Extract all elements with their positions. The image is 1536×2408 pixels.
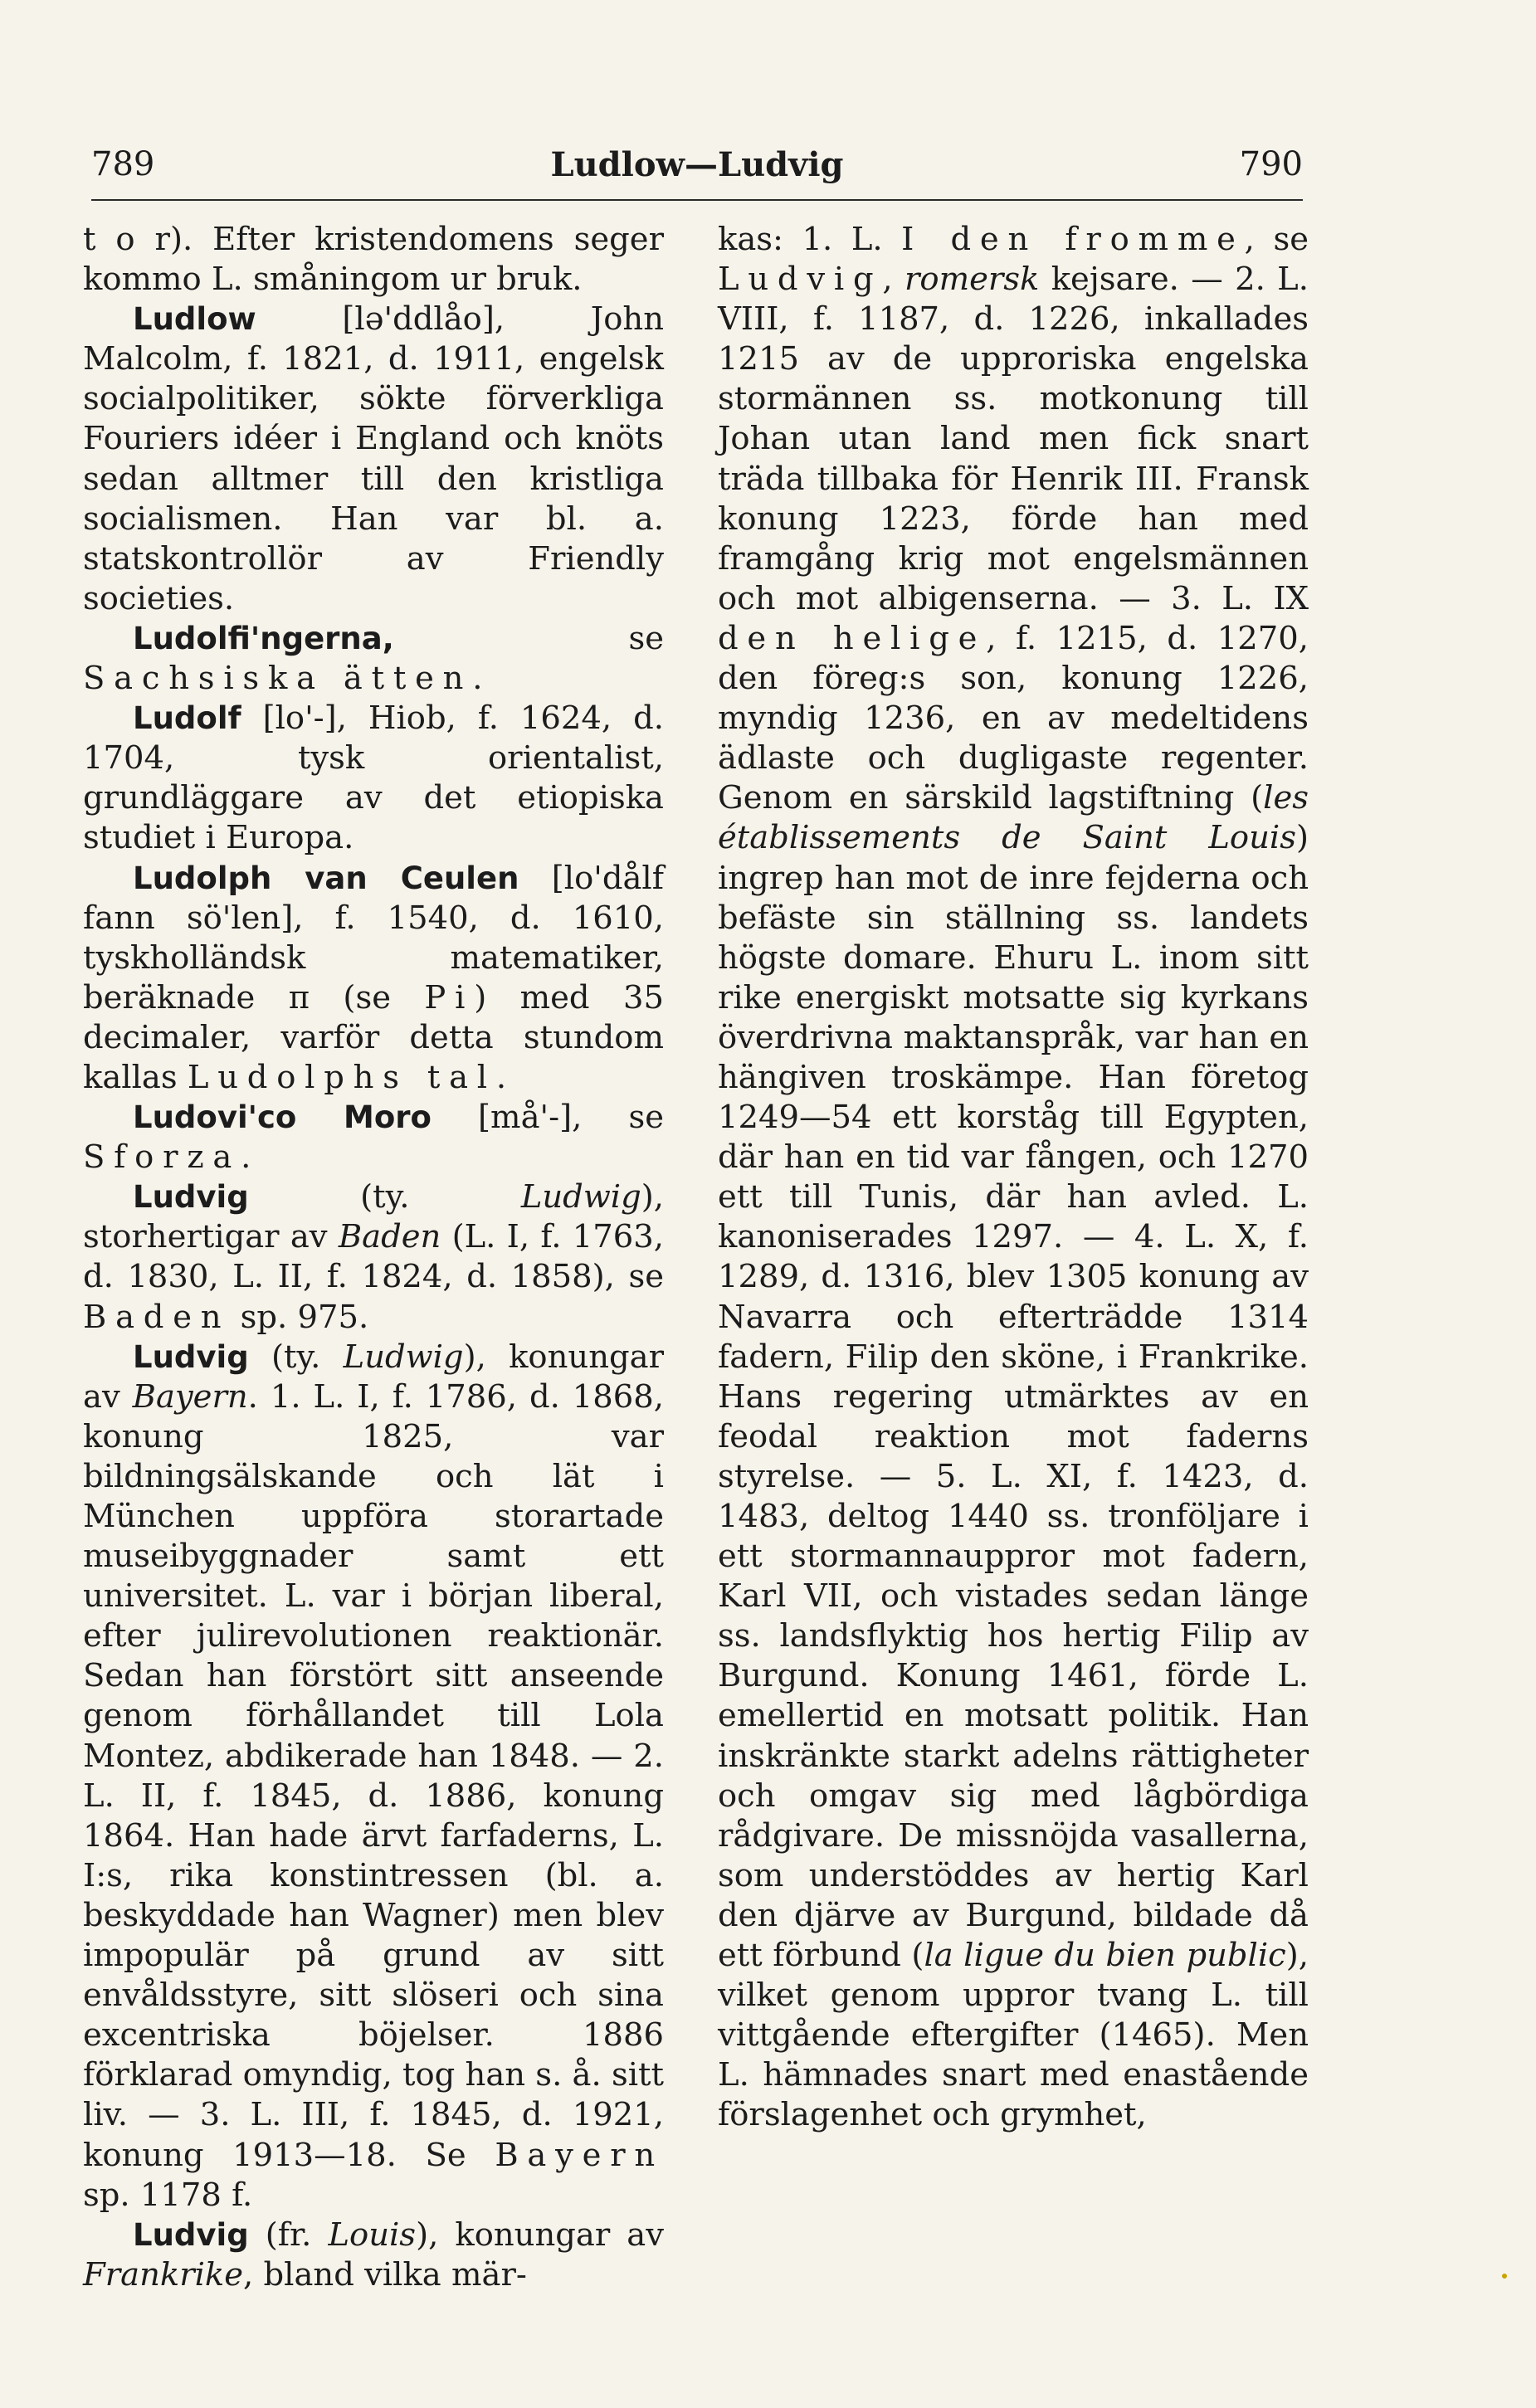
page-number-right: 790 (1239, 145, 1303, 183)
margin-mark (1502, 2274, 1507, 2279)
cross-reference: Bayern (495, 2136, 664, 2174)
header-rule (91, 199, 1303, 201)
headword: Ludlow (133, 301, 256, 338)
entry-ludvig-bayern: Ludvig (ty. Ludwig), konungar av Bayern. 1. L. I, f. 1786, d. 1868, konung 1825, var bildningsälskande och lät i München uppföra storartade museibyggnader samt ett universitet. L. var i början liberal, efter julirevolutionen reaktionär. Sedan han förstört sitt anseende genom förhållandet till Lola Montez, abdikerade han 1848. — 2. L. II, f. 1845, d. 1886, konung 1864. Han hade ärvt farfaderns, L. I:s, rika konstintressen (bl. a. beskyddade han Wagner) men blev impopulär på grund av sitt envåldsstyre, sitt slöseri och sina excentriska böjelser. 1886 förklarad omyndig, tog han s. å. sitt liv. — 3. L. III, f. 1845, d. 1921, konung 1913—18. Se Bayern sp. 1178 f. (83, 1338, 664, 2214)
cross-reference: Ludolphs tal. (187, 1058, 515, 1096)
headword: Ludolfi'ngerna, (133, 620, 394, 656)
entry-ludovico-moro: Ludovi'co Moro [må'-], se Sforza. (83, 1099, 665, 1177)
entry-continuation: t o r). Efter kristendomens seger kommo L. småningom ur bruk. (83, 221, 664, 299)
cross-reference: Baden (83, 1298, 231, 1336)
entry-ludlow: Ludlow [lə'ddlåo], John Malcolm, f. 1821, d. 1911, engelsk socialpolitiker, sökte förverkliga Fouriers idéer i England och knöts sedan alltmer till den kristliga socialismen. Han var bl. a. statskontrollör av Friendly societies. (83, 300, 664, 617)
cross-reference: Ludvig (718, 261, 883, 299)
headword: Ludvig (133, 1179, 249, 1216)
headword: Ludolph van Ceulen (133, 860, 519, 896)
entry-ludolph-van-ceulen: Ludolph van Ceulen [lo'dålf fann sö'len], f. 1540, d. 1610, tyskholländsk matematiker, beräknade π (se Pi) med 35 decimaler, varför detta stundom kallas Ludolphs tal. (83, 859, 664, 1096)
entry-ludvig-frankrike-continued: kas: 1. L. I den fromme, se Ludvig, romersk kejsare. — 2. L. VIII, f. 1187, d. 1226, inkallades 1215 av de upproriska engelska stormännen ss. motkonung till Johan utan land men fick snart träda tillbaka för Henrik III. Fransk konung 1223, förde han med framgång krig mot engelsmännen och mot albigenserna. — 3. L. IX den helige, f. 1215, d. 1270, den föreg:s son, konung 1226, myndig 1236, en av medeltidens ädlaste och dugligaste regenter. Genom en särskild lagstiftning (les établissements de Saint Louis) ingrep han mot de inre fejderna och befäste sin ställning ss. landets högste domare. Ehuru L. inom sitt rike energiskt motsatte sig kyrkans överdrivna maktanspråk, var han en hängiven troskämpe. Han företog 1249—54 ett korståg till Egypten, där han en tid var fången, och 1270 ett till Tunis, där han avled. L. kanoniserades 1297. — 4. L. X, f. 1289, d. 1316, blev 1305 konung av Navarra och efterträdde 1314 fadern, Filip den sköne, i Frankrike. Hans regering utmärktes av en feodal reaktion mot faderns styrelse. — 5. L. XI, f. 1423, d. 1483, deltog 1440 ss. tronföljare i ett stormannauppror mot fadern, Karl VII, och vistades sedan länge ss. landsflyktig hos hertig Filip av Burgund. Konung 1461, förde L. emellertid en motsatt politik. Han inskränkte starkt adelns rättigheter och omgav sig med lågbördiga rådgivare. De missnöjda vasallerna, som understöddes av hertig Karl den djärve av Burgund, bildade då ett förbund (la ligue du bien public), vilket genom uppror tvang L. till vittgående eftergifter (1465). Men L. hämnades snart med enastående förslagenhet och grymhet, (718, 221, 1309, 2134)
cross-reference: Sforza. (83, 1138, 261, 1177)
headword: Ludvig (133, 1338, 249, 1375)
headword: Ludolf (133, 700, 241, 737)
entry-ludolf: Ludolf [lo'-], Hiob, f. 1624, d. 1704, tysk orientalist, grundläggare av det etiopiska studiet i Europa. (83, 699, 664, 857)
entry-ludolfingerna: Ludolfi'ngerna, se Sachsiska ätten. (83, 619, 664, 698)
entry-ludvig-baden: Ludvig (ty. Ludwig), storhertigar av Baden (L. I, f. 1763, d. 1830, L. II, f. 1824, d. 1858), se Baden sp. 975. (83, 1178, 664, 1336)
right-column (718, 220, 1309, 2136)
cross-reference: I den fromme (901, 221, 1245, 258)
left-column (83, 220, 664, 2295)
cross-reference: den helige (718, 619, 987, 657)
cross-reference: Pi (424, 978, 475, 1016)
headword: Ludovi'co Moro (133, 1099, 432, 1136)
page-number-left: 789 (91, 145, 155, 183)
headword: Ludvig (133, 2216, 249, 2253)
cross-reference: Sachsiska ätten. (83, 660, 492, 698)
entry-ludvig-frankrike: Ludvig (fr. Louis), konungar av Frankrike, bland vilka mär- (83, 2215, 664, 2293)
page-header (91, 137, 1303, 188)
running-title: Ludlow—Ludvig (550, 145, 844, 184)
